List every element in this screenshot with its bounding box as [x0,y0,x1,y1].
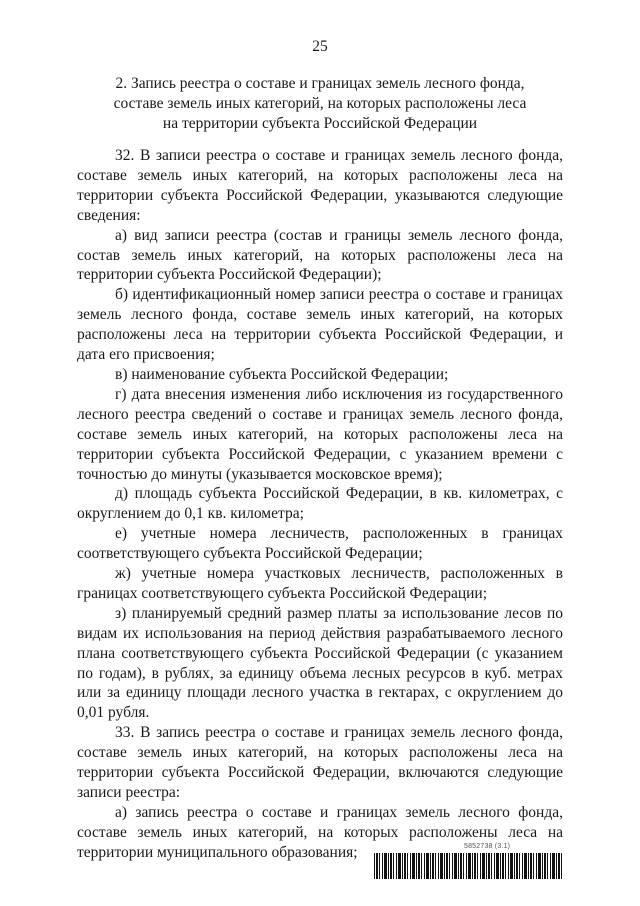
section-heading-line: на территории субъекта Российской Федерации [162,115,478,132]
item-a-33: а) запись реестра о составе и границах земель лесного фонда, составе земель иных категорий, на которых расположены леса на территории муниципального образования; [77,803,563,861]
item-a: а) вид записи реестра (состав и границы земель лесного фонда, состав земель иных категорий, на которых расположены леса на территории субъекта Российской Федерации); [77,226,563,284]
section-heading [78,74,562,134]
item-b: б) идентификационный номер записи реестра о составе и границах земель лесного фонда, составе земель иных категорий, на которых расположены леса на территории субъекта Российской Федерации, и дата его присвоения; [77,286,563,364]
item-z: з) планируемый средний размер платы за использование лесов по видам их использования на период действия разрабатываемого лесного плана соответствующего субъекта Российской Федерации (с указанием по годам), в рублях, за единицу объема лесных ресурсов в куб. метрах или за единицу площади лесного участка в гектарах, с округлением до 0,01 рубля. [77,604,563,722]
document-code: 5852738 (3.1) [464,843,511,850]
paragraph-33: 33. В запись реестра о составе и границах земель лесного фонда, составе земель иных категорий, на которых расположены леса на территории субъекта Российской Федерации, включаются следующие записи реестра: [77,724,563,801]
barcode-icon [374,853,564,879]
item-zh: ж) учетные номера участковых лесничеств, расположенных в границах соответствующего субъекта Российской Федерации; [77,565,563,602]
page-number: 25 [312,38,328,55]
item-g: г) дата внесения изменения либо исключения из государственного лесного реестра сведений о составе и границах земель лесного фонда, составе земель иных категорий, на которых расположены леса на территории субъекта Российской Федерации, с указанием времени с точностью до минуты (указывается московское время); [77,385,563,483]
item-v: в) наименование субъекта Российской Федерации; [115,365,449,383]
paragraph-32: 32. В записи реестра о составе и границах земель лесного фонда, составе земель иных категорий, на которых расположены леса на территории субъекта Российской Федерации, указываются следующие сведения: [77,147,563,224]
section-heading-line: составе земель иных категорий, на которых расположены леса [113,95,527,112]
document-body [77,146,563,863]
item-d: д) площадь субъекта Российской Федерации, в кв. километрах, с округлением до 0,1 кв. километра; [77,485,563,523]
item-e: е) учетные номера лесничеств, расположенных в границах соответствующего субъекта Российской Федерации; [77,525,563,563]
section-heading-line: 2. Запись реестра о составе и границах земель лесного фонда, [115,75,525,92]
